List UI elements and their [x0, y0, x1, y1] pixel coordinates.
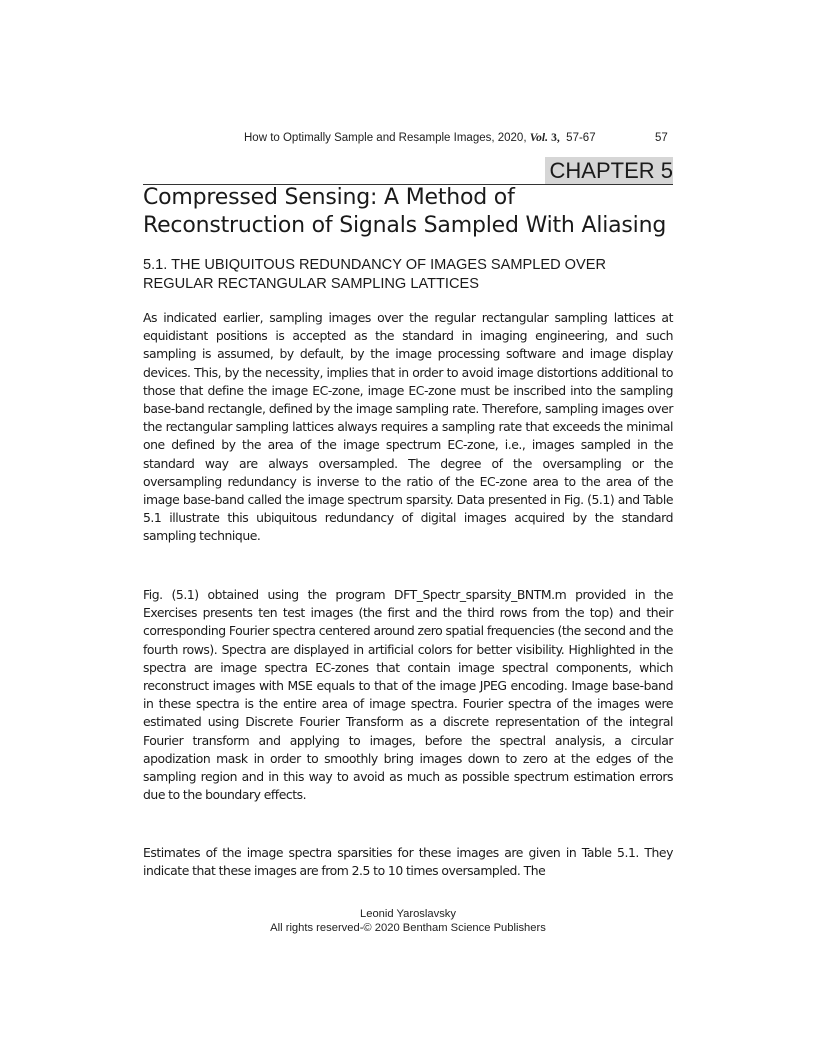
running-head-title: How to Optimally Sample and Resample Images, 2020,: [244, 132, 530, 144]
footer-rights: All rights reserved-© 2020 Bentham Science Publishers: [270, 922, 546, 934]
body-paragraph: As indicated earlier, sampling images over the regular rectangular sampling lattices at equidistant positions is accepted as the standard in imaging engineering, and such sampling is assumed, by default, by the image processing software and image display devices. This, by the necessity, implies that in order to avoid image distortions additional to those that define the image EC-zone, image EC-zone must be inscribed into the sampling base-band rectangle, defined by the image sampling rate. Therefore, sampling images over the rectangular sampling lattices always requires a sampling rate that exceeds the minimal one defined by the area of the image spectrum EC-zone, i.e., images sampled in the standard way are always oversampled. The degree of the oversampling or the oversampling redundancy is inverse to the ratio of the EC-zone area to the area of the image base-band called the image spectrum sparsity. Data presented in Fig. (5.1) and Table 5.1 illustrate this ubiquitous redundancy of digital images acquired by the standard sampling technique.: [143, 310, 673, 544]
body-paragraph: Estimates of the image spectra sparsities for these images are given in Table 5.1. They indicate that these images are from 2.5 to 10 times oversampled. The: [143, 845, 673, 879]
page-number: 57: [655, 132, 668, 144]
page-range: 57-67: [566, 132, 596, 144]
chapter-label: CHAPTER 5: [545, 157, 673, 184]
volume-number: 3,: [551, 132, 560, 144]
section-heading: 5.1. THE UBIQUITOUS REDUNDANCY OF IMAGES SAMPLED OVER REGULAR RECTANGULAR SAMPLING LATTICES: [143, 257, 607, 292]
running-head: [244, 132, 674, 144]
body-paragraph: Fig. (5.1) obtained using the program DFT_Spectr_sparsity_BNTM.m provided in the Exercises presents ten test images (the first and the third rows from the top) and their corresponding Fourier spectra centered around zero spatial frequencies (the second and the fourth rows). Spectra are displayed in artificial colors for better visibility. Highlighted in the spectra are image spectra EC-zones that contain image spectral components, which reconstruct images with MSE equals to that of the image JPEG encoding. Image base-band in these spectra is the entire area of image spectra. Fourier spectra of the images were estimated using Discrete Fourier Transform as a discrete representation of the integral Fourier transform and applying to images, before the spectral analysis, a circular apodization mask in order to smoothly bring images down to zero at the edges of the sampling region and in this way to avoid as much as possible spectrum estimation errors due to the boundary effects.: [143, 587, 673, 803]
volume-label: Vol.: [529, 132, 548, 144]
footer-author: Leonid Yaroslavsky: [360, 908, 456, 920]
page-footer: [143, 907, 673, 935]
chapter-title: Compressed Sensing: A Method of Reconstruction of Signals Sampled With Aliasing: [143, 185, 667, 238]
